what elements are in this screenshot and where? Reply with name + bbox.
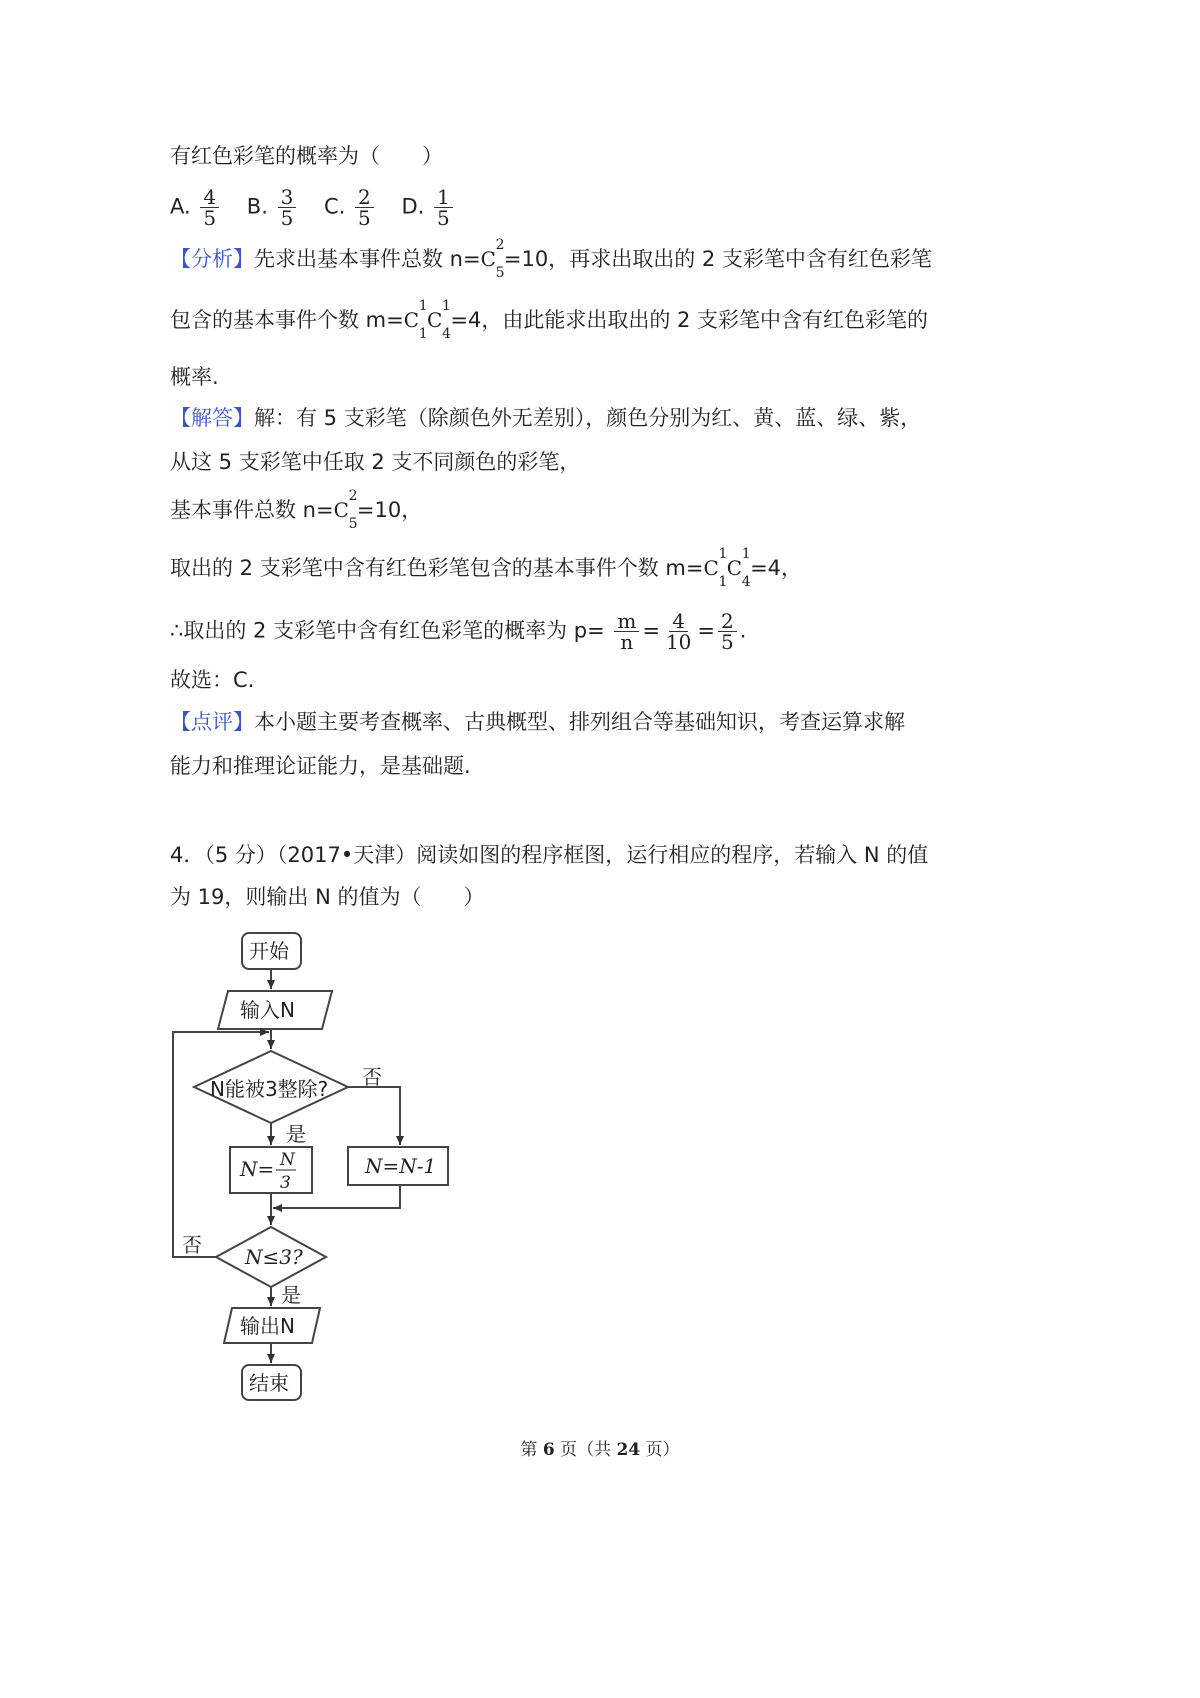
solution-line-4: 取出的 2 支彩笔中含有红色彩笔包含的基本事件个数 m=C 1 1 C 1 4 =4， — [170, 546, 803, 590]
assign2-label: N=N-1 — [365, 1154, 437, 1178]
analysis-line-1: 【分析】先求出基本事件总数 n=C 2 5 =10，再求出取出的 2 支彩笔中含有红色彩笔 — [170, 237, 932, 281]
question-tail: 有红色彩笔的概率为（ ） — [170, 144, 443, 168]
cond2-no-label: 否 — [182, 1233, 202, 1257]
solution-line-3: 基本事件总数 n=C 2 5 =10， — [170, 488, 423, 532]
arrow-cond1-no — [348, 1087, 400, 1145]
option-a: A. $\frac{4}{5}$ — [170, 187, 222, 228]
cond2-label: N≤3? — [245, 1245, 303, 1269]
assign1-left: N= — [240, 1157, 275, 1181]
q4-line-1: 4．（5 分）（2017•天津）阅读如图的程序框图，运行相应的程序，若输入 N 的值 — [170, 843, 929, 867]
comment-line-2: 能力和推理论证能力，是基础题. — [170, 754, 471, 778]
option-d: D. $\frac{1}{5}$ — [401, 187, 455, 228]
q4-line-2: 为 19，则输出 N 的值为（ ） — [170, 885, 485, 909]
analysis-tag: 【分析】 — [170, 247, 254, 271]
end-label: 结束 — [249, 1371, 289, 1395]
assign1-den: 3 — [280, 1173, 291, 1193]
start-label: 开始 — [249, 939, 289, 963]
cond2-yes-label: 是 — [281, 1283, 301, 1307]
option-b: B. $\frac{3}{5}$ — [247, 187, 300, 228]
arrow-cond2-loop — [173, 1032, 269, 1257]
analysis-line-3: 概率. — [170, 365, 219, 389]
cond1-yes-label: 是 — [286, 1122, 306, 1146]
option-c: C. $\frac{2}{5}$ — [324, 187, 377, 228]
solution-line-2: 从这 5 支彩笔中任取 2 支不同颜色的彩笔， — [170, 450, 581, 474]
flowchart — [160, 925, 480, 1415]
cond1-no-label: 否 — [362, 1065, 382, 1089]
output-label: 输出N — [240, 1314, 295, 1338]
options-row — [170, 187, 474, 228]
analysis-line-2: 包含的基本事件个数 m=C 1 1 C 1 4 =4，由此能求出取出的 2 支彩笔中含有红色彩笔的 — [170, 298, 929, 342]
input-label: 输入N — [240, 998, 295, 1022]
comment-line-1: 【点评】本小题主要考查概率、古典概型、排列组合等基础知识，考查运算求解 — [170, 710, 905, 734]
comment-tag: 【点评】 — [170, 710, 254, 734]
solution-tag: 【解答】 — [170, 406, 254, 430]
assign1-num: N — [280, 1150, 295, 1170]
solution-line-5: ∴取出的 2 支彩笔中含有红色彩笔的概率为 p= $\frac{m}{n}$ = $\frac{4}{10}$ = $\frac{2}{5}$ . — [170, 609, 747, 654]
solution-line-1: 【解答】解：有 5 支彩笔（除颜色外无差别），颜色分别为红、黄、蓝、绿、紫， — [170, 406, 922, 430]
solution-choice: 故选：C. — [170, 668, 255, 692]
cond1-label: N能被3整除? — [210, 1077, 329, 1101]
page-footer: 第 6 页（共 24 页） — [520, 1440, 680, 1460]
arrow-assign2-merge — [273, 1185, 400, 1208]
